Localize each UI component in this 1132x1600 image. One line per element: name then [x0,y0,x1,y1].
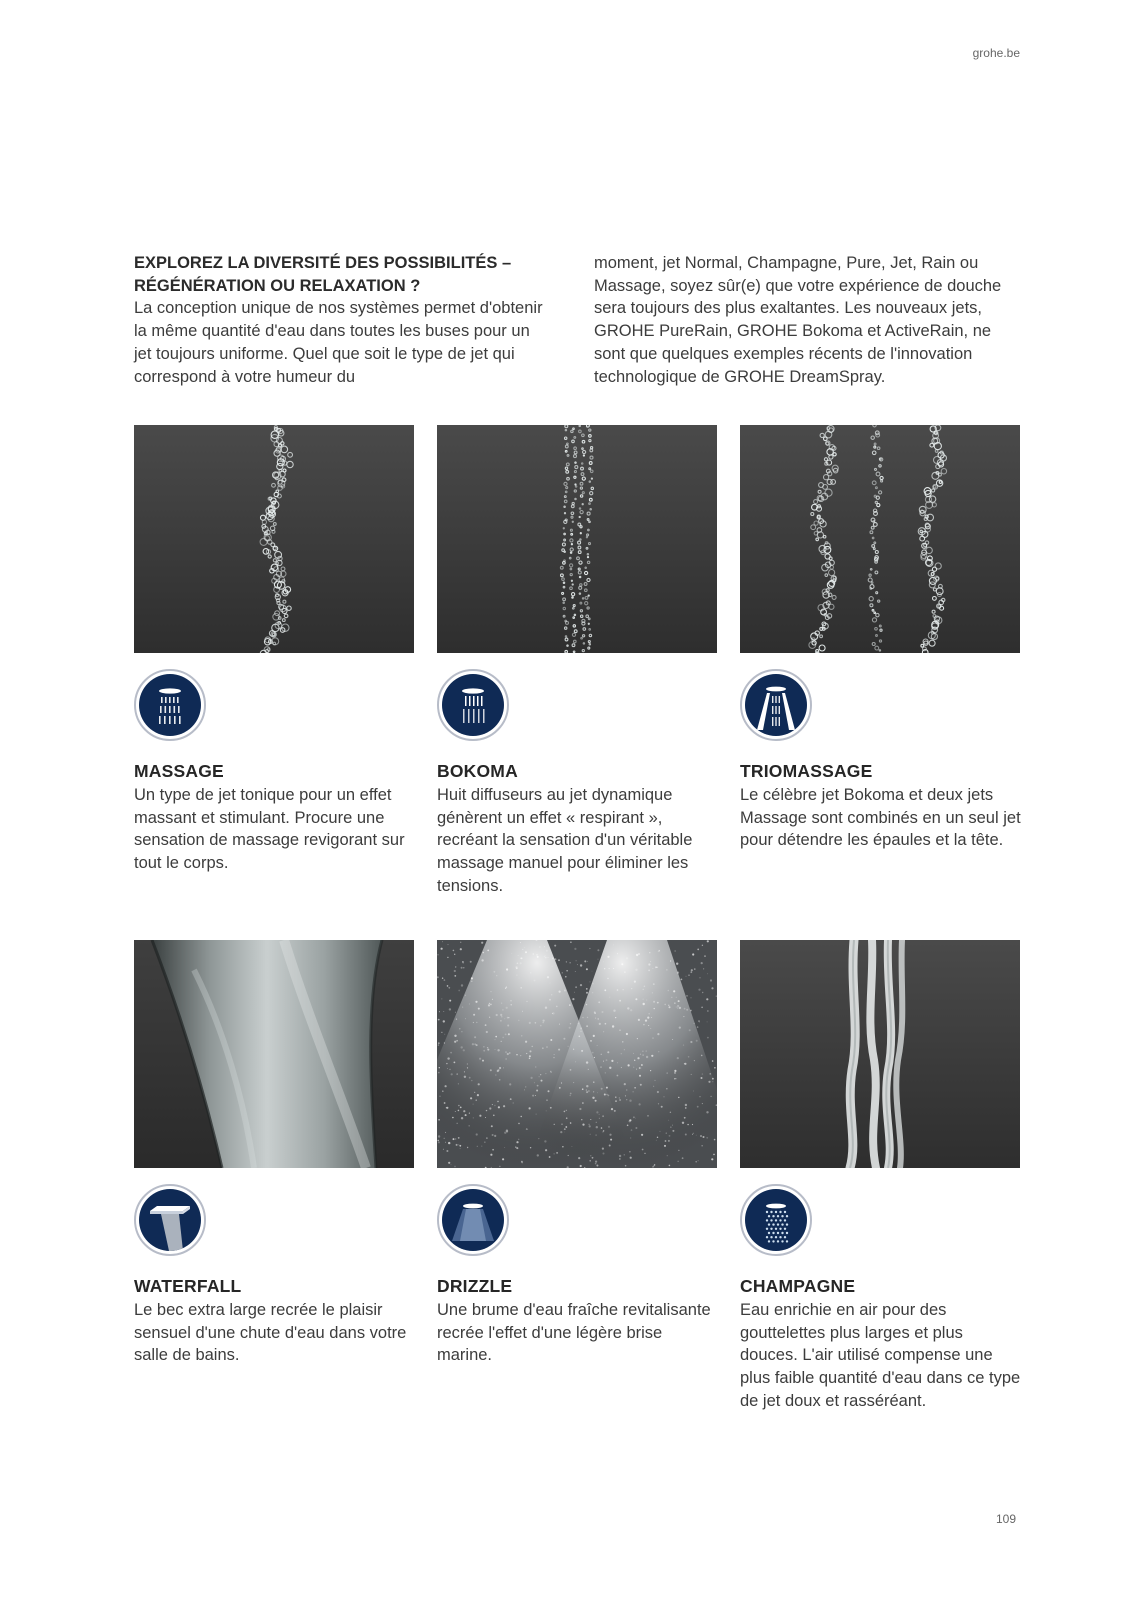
waterfall-spray-icon [134,1184,206,1256]
intro-left-column [134,252,544,388]
intro-section [134,252,1022,388]
jet-title: DRIZZLE [437,1276,513,1296]
jet-triomassage [740,425,1020,852]
jet-title: MASSAGE [134,761,224,781]
bokoma-spray-icon [437,669,509,741]
jet-description: Une brume d'eau fraîche revitalisante recrée l'effet d'une légère brise marine. [437,1301,711,1365]
jet-waterfall [134,940,414,1367]
drizzle-photo [437,940,717,1168]
jet-drizzle [437,940,717,1367]
jet-champagne [740,940,1020,1413]
jet-description: Eau enrichie en air pour des gouttelettes plus larges et plus douces. L'air utilisé compense une plus faible quantité d'eau dans ce type de jet doux et rasséréant. [740,1301,1021,1410]
jet-massage [134,425,414,875]
jet-description: Le célèbre jet Bokoma et deux jets Massage sont combinés en un seul jet pour détendre les épaules et la tête. [740,786,1021,850]
intro-right-text: moment, jet Normal, Champagne, Pure, Jet, Rain ou Massage, soyez sûr(e) que votre expérience de douche sera toujours des plus exaltantes. Les nouveaux jets, GROHE PureRain, GROHE Bokoma et ActiveRain, ne sont que quelques exemples récents de l'innovation technologique de GROHE DreamSpray. [594,254,1002,386]
jet-description: Un type de jet tonique pour un effet massant et stimulant. Procure une sensation de massage revigorant sur tout le corps. [134,786,405,873]
bokoma-photo [437,425,717,653]
intro-title: EXPLOREZ LA DIVERSITÉ DES POSSIBILITÉS – RÉGÉNÉRATION OU RELAXATION ? [134,254,512,295]
jet-title: BOKOMA [437,761,518,781]
jet-title: CHAMPAGNE [740,1276,856,1296]
massage-spray-icon [134,669,206,741]
jet-bokoma [437,425,717,898]
intro-right-column [594,252,1022,388]
drizzle-spray-icon [437,1184,509,1256]
jet-title: WATERFALL [134,1276,242,1296]
intro-left-text: La conception unique de nos systèmes permet d'obtenir la même quantité d'eau dans toutes les buses pour un jet toujours uniforme. Quel que soit le type de jet qui correspond à votre humeur du [134,299,543,386]
jet-description: Le bec extra large recrée le plaisir sensuel d'une chute d'eau dans votre salle de bains. [134,1301,407,1365]
waterfall-photo [134,940,414,1168]
triomassage-spray-icon [740,669,812,741]
champagne-spray-icon [740,1184,812,1256]
champagne-photo [740,940,1020,1168]
triomassage-photo [740,425,1020,653]
jet-description: Huit diffuseurs au jet dynamique génèrent un effet « respirant », recréant la sensation d'un véritable massage manuel pour éliminer les tensions. [437,786,693,895]
page-number: 109 [995,1512,1016,1526]
massage-photo [134,425,414,653]
site-url[interactable]: grohe.be [972,46,1020,60]
jet-title: TRIOMASSAGE [740,761,873,781]
